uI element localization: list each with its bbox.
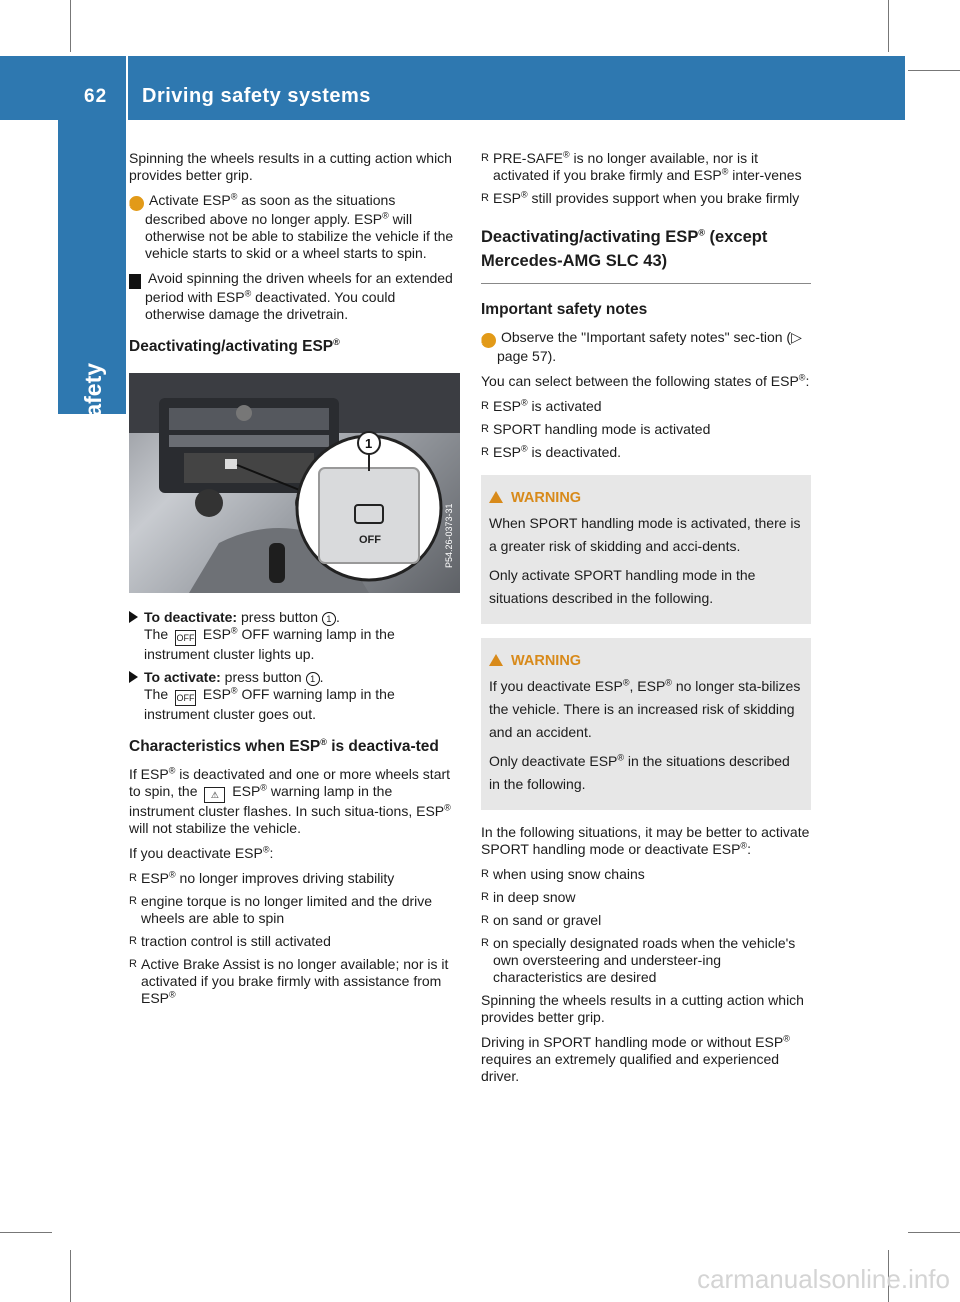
paragraph: Spinning the wheels results in a cutting action which provides better grip.	[129, 150, 452, 183]
warning-text: Only activate SPORT handling mode in the situations described in the following.	[489, 567, 756, 606]
info-icon: i	[129, 196, 144, 211]
step-arrow-icon	[129, 611, 138, 623]
footer-watermark: carmanualsonline.info	[697, 1264, 950, 1294]
crop-mark	[888, 0, 889, 52]
crop-mark	[908, 70, 960, 71]
list-item: R ESP® is activated	[481, 398, 811, 415]
section-heading: Deactivating/activating ESP® (except Mercedes-AMG SLC 43)	[481, 225, 811, 284]
button-off-label: OFF	[359, 534, 381, 546]
section-heading: Deactivating/activating ESP®	[129, 336, 340, 355]
list-item: R on specially designated roads when the vehicle's own oversteering and understeer-ing characteristics are desired	[481, 935, 811, 986]
paragraph: In the following situations, it may be better to activate SPORT handling mode or deactivate ESP®:	[481, 824, 810, 857]
crop-mark	[0, 1232, 52, 1233]
crop-mark	[70, 0, 71, 52]
info-icon: i	[481, 333, 496, 348]
console-illustration	[129, 373, 460, 593]
list-item: R PRE-SAFE® is no longer available, nor is it activated if you brake firmly and ESP® inter-venes	[481, 150, 811, 184]
step-activate: To activate: press button 1 . The OFF ESP® OFF warning lamp in the instrument cluster goes out.	[129, 669, 459, 723]
esp-warning-lamp-icon: ⚠	[204, 787, 225, 803]
list-item: R engine torque is no longer limited and the drive wheels are able to spin	[129, 893, 459, 927]
warning-title: WARNING	[489, 487, 801, 510]
crop-mark	[70, 1250, 71, 1302]
page-number: 62	[84, 86, 108, 107]
warning-title: WARNING	[489, 650, 801, 673]
esp-button-photo	[129, 373, 460, 593]
list-item: R traction control is still activated	[129, 933, 459, 950]
subsection-heading: Important safety notes	[481, 301, 648, 318]
list-item: R Active Brake Assist is no longer available; nor is it activated if you brake firmly with assistance from ESP®	[129, 956, 459, 1007]
warning-text: Only deactivate ESP® in the situations described in the following.	[489, 752, 790, 792]
paragraph: If ESP® is deactivated and one or more wheels start to spin, the ⚠ ESP® warning lamp in the instrument cluster flashes. In such situa-tions, ESP® will not stabilize the vehicle.	[129, 765, 451, 836]
list-item: R on sand or gravel	[481, 912, 811, 929]
paragraph: Driving in SPORT handling mode or without ESP® requires an extremely qualified and experienced driver.	[481, 1033, 790, 1084]
caution-note: ! Avoid spinning the driven wheels for an extended period with ESP® deactivated. You could otherwise damage the drivetrain.	[125, 270, 453, 322]
chapter-title: Driving safety systems	[142, 85, 371, 107]
side-tab	[58, 120, 126, 432]
header-divider	[126, 56, 128, 120]
left-column	[125, 150, 459, 1013]
paragraph: Spinning the wheels results in a cutting action which provides better grip.	[481, 992, 804, 1025]
number-1-icon: 1	[306, 672, 320, 686]
crop-mark	[908, 1232, 960, 1233]
page-header	[0, 56, 905, 120]
list-item: R when using snow chains	[481, 866, 811, 883]
figure-id: P54.26-0373-31	[444, 503, 454, 568]
section-heading: Characteristics when ESP® is deactiva-ted	[129, 736, 439, 755]
list-item: R ESP® still provides support when you brake firmly	[481, 190, 811, 207]
info-note: i Observe the "Important safety notes" sec-tion (▷ page 57).	[478, 329, 802, 364]
warning-box	[481, 638, 811, 810]
esp-off-lamp-icon: OFF	[175, 630, 196, 646]
list-item: R ESP® no longer improves driving stability	[129, 870, 459, 887]
exclamation-icon: !	[129, 274, 141, 289]
paragraph: If you deactivate ESP®:	[129, 844, 274, 861]
step-arrow-icon	[129, 671, 138, 683]
warning-text: When SPORT handling mode is activated, there is a greater risk of skidding and acci-dents.	[489, 515, 801, 554]
warning-icon	[489, 654, 503, 666]
number-1-icon: 1	[322, 612, 336, 626]
paragraph: You can select between the following states of ESP®:	[481, 372, 810, 389]
esp-off-lamp-icon: OFF	[175, 690, 196, 706]
warning-text: If you deactivate ESP®, ESP® no longer sta-bilizes the vehicle. There is an increased risk of skidding and an accident.	[489, 677, 801, 740]
warning-icon	[489, 491, 503, 503]
list-item: R SPORT handling mode is activated	[481, 421, 811, 438]
list-item: R in deep snow	[481, 889, 811, 906]
warning-box	[481, 475, 811, 624]
info-note: i Activate ESP® as soon as the situations described above no longer apply. ESP® will otherwise not be able to stabilize the vehicle if the vehicle starts to skid or a wheel starts to spin.	[126, 191, 454, 261]
list-item: R ESP® is deactivated.	[481, 444, 811, 461]
right-column	[478, 149, 811, 1093]
step-deactivate: To deactivate: press button 1 . The OFF ESP® OFF warning lamp in the instrument cluster lights up.	[129, 609, 459, 663]
figure-callout: 1	[365, 436, 373, 451]
side-tab-label: Safety	[80, 362, 106, 432]
